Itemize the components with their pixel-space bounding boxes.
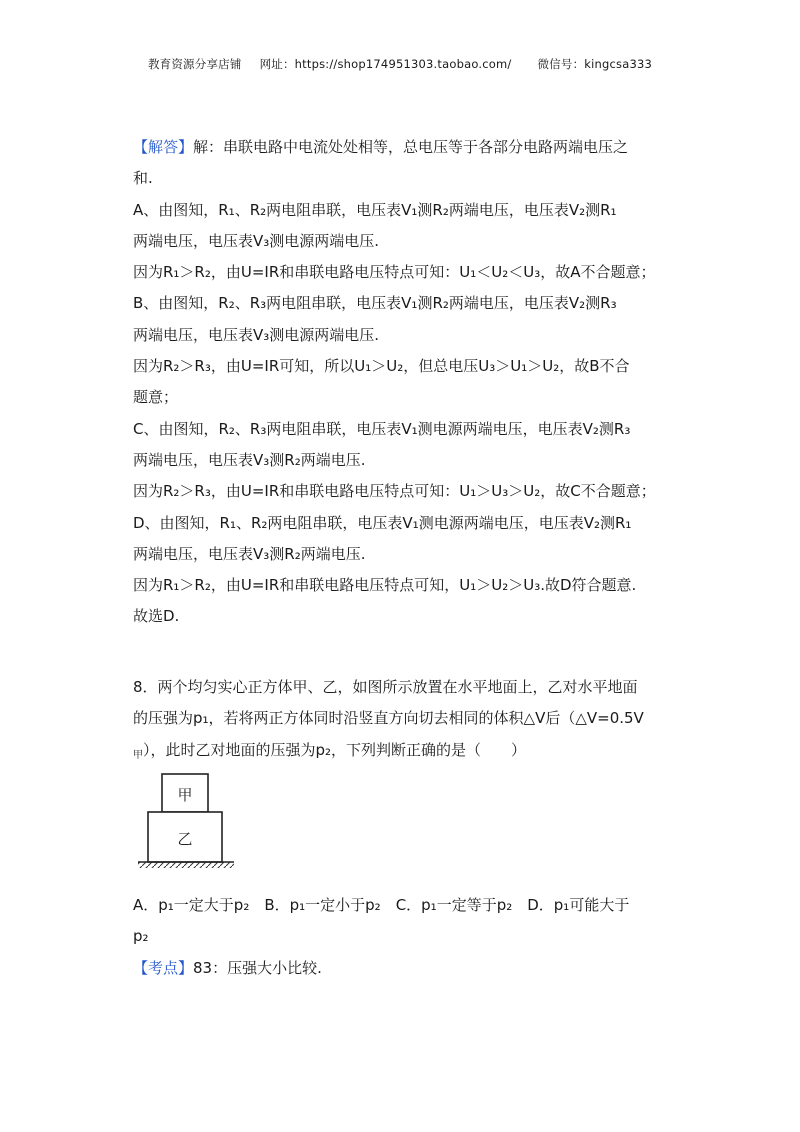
- cubes-diagram: [136, 770, 240, 868]
- kaodian-line: [133, 953, 322, 984]
- answer-line: 两端电压，电压表V₃测电源两端电压.: [133, 325, 380, 344]
- answer-line: 两端电压，电压表V₃测R₂两端电压.: [133, 450, 366, 469]
- answer-intro-line-2: 和.: [133, 169, 153, 188]
- answer-line: 因为R₁＞R₂，由U=IR和串联电路电压特点可知：U₁＜U₂＜U₃，故A不合题意；: [133, 263, 656, 282]
- answer-section: [133, 132, 673, 633]
- answer-line: 题意；: [133, 388, 179, 407]
- question-line: [133, 735, 693, 766]
- subscript-jia: 甲: [133, 749, 143, 761]
- question-line: 的压强为p₁，若将两正方体同时沿竖直方向切去相同的体积△V后（△V=0.5V: [133, 709, 644, 728]
- answer-line: 两端电压，电压表V₃测R₂两端电压.: [133, 544, 366, 563]
- answer-line: 故选D.: [133, 607, 180, 626]
- answer-options: [133, 890, 693, 953]
- answer-line: 因为R₁＞R₂，由U=IR和串联电路电压特点可知，U₁＞U₂＞U₃.故D符合题意.: [133, 576, 637, 595]
- answer-line: A、由图知，R₁、R₂两电阻串联，电压表V₁测R₂两端电压，电压表V₂测R₁: [133, 200, 617, 219]
- label-jia: 甲: [177, 786, 193, 804]
- wechat-id: 微信号：kingcsa333: [537, 57, 653, 71]
- question-8: [133, 672, 693, 766]
- question-line-3-text: ），此时乙对地面的压强为p₂，下列判断正确的是（ ）: [143, 740, 527, 759]
- ground-hatch: [138, 862, 234, 868]
- options-line: p₂: [133, 927, 149, 946]
- answer-line: C、由图知，R₂、R₃两电阻串联，电压表V₁测电源两端电压，电压表V₂测R₃: [133, 419, 631, 438]
- answer-line: 因为R₂＞R₃，由U=IR可知，所以U₁＞U₂，但总电压U₃＞U₁＞U₂，故B不合: [133, 357, 630, 376]
- kaodian-tag: 【考点】: [133, 959, 194, 977]
- shop-url: 网址：https://shop174951303.taobao.com/: [259, 57, 512, 71]
- answer-line: 因为R₂＞R₃，由U=IR和串联电路电压特点可知：U₁＞U₃＞U₂，故C不合题意；: [133, 482, 656, 501]
- answer-intro-text: 解：串联电路中电流处处相等，总电压等于各部分电路两端电压之: [193, 138, 629, 156]
- answer-line: B、由图知，R₂、R₃两电阻串联，电压表V₁测R₂两端电压，电压表V₂测R₃: [133, 294, 617, 313]
- cubes-figure: [136, 770, 240, 868]
- label-yi: 乙: [177, 830, 193, 848]
- answer-line: D、由图知，R₁、R₂两电阻串联，电压表V₁测电源两端电压，电压表V₂测R₁: [133, 513, 632, 532]
- shop-name: 教育资源分享店铺: [147, 57, 242, 71]
- page-header: [0, 56, 800, 72]
- question-line: 8．两个均匀实心正方体甲、乙，如图所示放置在水平地面上，乙对水平地面: [133, 678, 638, 696]
- answer-tag: 【解答】: [133, 138, 194, 156]
- answer-intro-line: [133, 132, 673, 163]
- kaodian-text: 83：压强大小比较.: [193, 959, 322, 977]
- options-line: A．p₁一定大于p₂ B．p₁一定小于p₂ C．p₁一定等于p₂ D．p₁可能大于: [133, 896, 630, 914]
- answer-line: 两端电压，电压表V₃测电源两端电压.: [133, 231, 380, 250]
